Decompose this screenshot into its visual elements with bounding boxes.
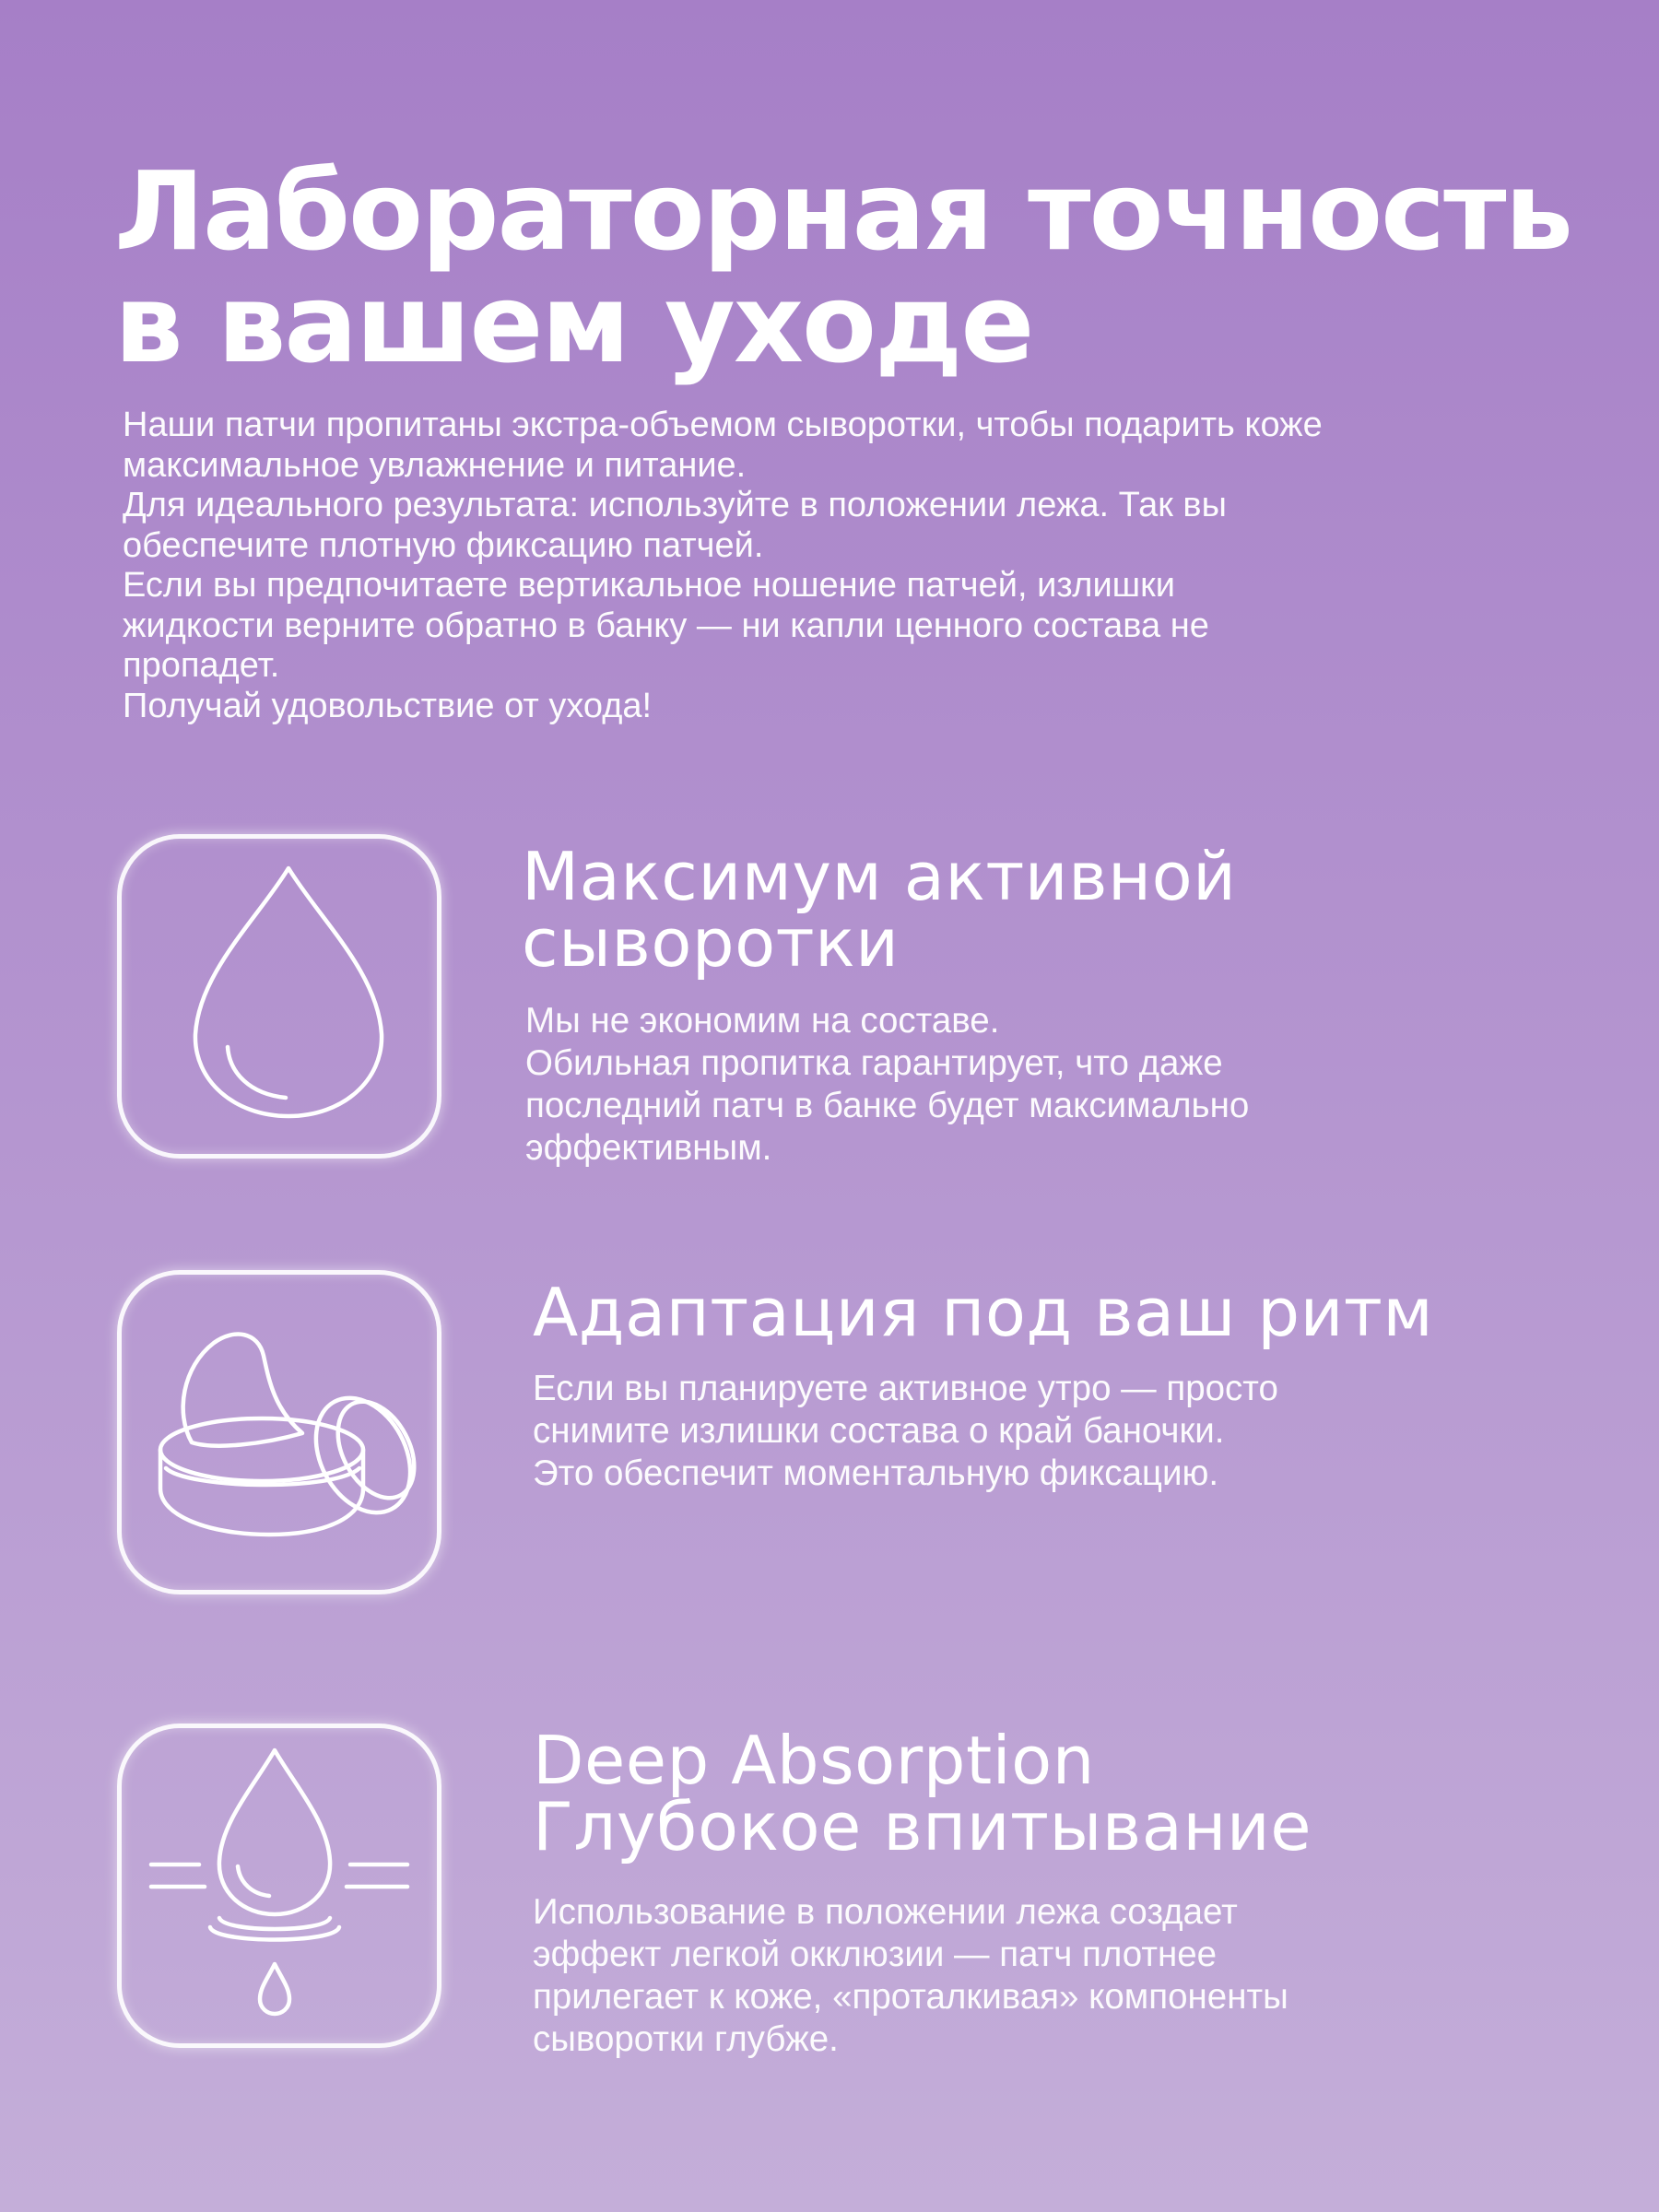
deep-absorption-icon (117, 1724, 441, 2048)
feature-title (533, 1274, 1434, 1351)
feature-title-line: Глубокое впитывание (533, 1788, 1312, 1865)
feature-text-line: Обильная пропитка гарантирует, что даже (525, 1043, 1223, 1083)
feature-text-line: Использование в положении лежа создает (533, 1892, 1238, 1932)
feature-text-line: сыворотки глубже. (533, 2019, 839, 2059)
feature-title (522, 838, 1237, 982)
intro-line: Получай удовольствие от ухода! (123, 686, 653, 725)
page-title (114, 147, 1589, 387)
feature-text-line: эффект легкой окклюзии — патч плотнее (533, 1935, 1218, 1974)
feature-title (533, 1722, 1312, 1865)
feature-description (525, 1000, 1249, 1170)
feature-text-line: Если вы планируете активное утро — просто (533, 1369, 1278, 1408)
feature-description (533, 1891, 1288, 2061)
serum-drop-icon (117, 834, 441, 1159)
intro-paragraph (123, 406, 1597, 726)
intro-line: Если вы предпочитаете вертикальное ношение патчей, излишки (123, 566, 1176, 605)
intro-line: максимальное увлажнение и питание. (123, 445, 747, 485)
feature-text-line: эффективным. (525, 1128, 772, 1168)
intro-line: Наши патчи пропитаны экстра-объемом сыворотки, чтобы подарить коже (123, 406, 1323, 444)
feature-text-line: снимите излишки состава о край баночки. (533, 1411, 1225, 1451)
intro-line: обеспечите плотную фиксацию патчей. (123, 525, 764, 565)
intro-line: Для идеального результата: используйте в положении лежа. Так вы (123, 486, 1227, 524)
patch-jar-icon (117, 1270, 441, 1594)
feature-title-line: Максимум активной (522, 838, 1237, 915)
intro-line: пропадет. (123, 646, 280, 685)
feature-text-line: прилегает к коже, «проталкивая» компоненты (533, 1977, 1288, 2017)
feature-text-line: Мы не экономим на составе. (525, 1001, 1000, 1041)
feature-description (533, 1368, 1278, 1495)
page-title-line-2: в вашем уходе (114, 260, 1033, 387)
intro-line: жидкости верните обратно в банку — ни капли ценного состава не (123, 606, 1209, 645)
feature-text-line: Это обеспечит моментальную фиксацию. (533, 1453, 1219, 1493)
feature-title-line: сыворотки (522, 904, 900, 982)
page-title-line-1: Лабораторная точность (114, 147, 1572, 275)
feature-text-line: последний патч в банке будет максимально (525, 1086, 1250, 1125)
feature-title-line: Deep Absorption (533, 1722, 1095, 1799)
feature-title-line: Адаптация под ваш ритм (533, 1274, 1434, 1351)
